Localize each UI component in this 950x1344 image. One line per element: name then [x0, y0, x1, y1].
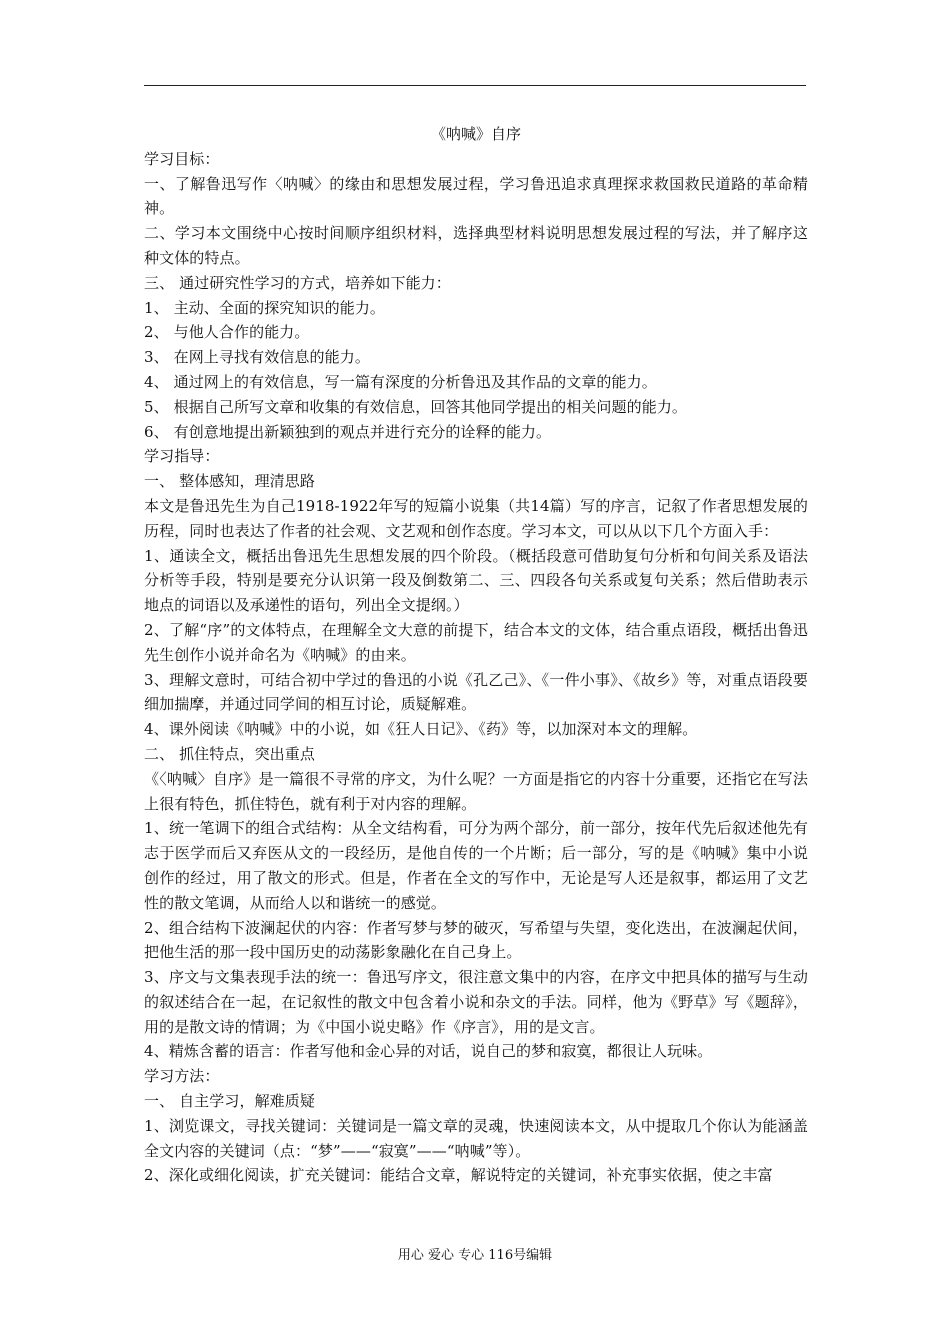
paragraph: 1、通读全文，概括出鲁迅先生思想发展的四个阶段。（概括段意可借助复句分析和句间关系及语法分析等手段，特别是要充分认识第一段及倒数第二、三、四段各句关系或复句关系；然后借助表示地点的词语以及承递性的语句，列出全文提纲。） — [144, 546, 808, 615]
document-title: 《呐喊》自序 — [430, 125, 521, 143]
paragraph: 2、 与他人合作的能力。 — [144, 323, 310, 342]
paragraph: 一、了解鲁迅写作〈呐喊〉的缘由和思想发展过程，学习鲁迅追求真理探求救国救民道路的革命精神。 — [144, 174, 808, 218]
document-body — [144, 122, 808, 1188]
paragraph: 4、课外阅读《呐喊》中的小说，如《狂人日记》、《药》等，以加深对本文的理解。 — [144, 720, 698, 739]
paragraph: 本文是鲁迅先生为自己1918-1922年写的短篇小说集（共14篇）写的序言，记叙了作者思想发展的历程，同时也表达了作者的社会观、文艺观和创作态度。学习本文，可以从以下几个方面入手： — [144, 496, 808, 540]
paragraph: 二、 抓住特点，突出重点 — [144, 744, 315, 763]
paragraph: 一、 整体感知，理清思路 — [144, 472, 315, 491]
paragraph: 3、 在网上寻找有效信息的能力。 — [144, 348, 370, 367]
paragraph: 二、学习本文围绕中心按时间顺序组织材料，选择典型材料说明思想发展过程的写法，并了解序这种文体的特点。 — [144, 224, 808, 267]
header-rule — [144, 85, 806, 86]
paragraph: 《〈呐喊〉自序》是一篇很不寻常的序文，为什么呢？一方面是指它的内容十分重要，还指它在写法上很有特色，抓住特色，就有利于对内容的理解。 — [144, 769, 808, 813]
paragraph: 2、深化或细化阅读，扩充关键词：能结合文章，解说特定的关键词，补充事实依据，使之丰富 — [144, 1166, 773, 1185]
paragraph: 学习目标： — [144, 149, 220, 168]
paragraph: 5、 根据自己所写文章和收集的有效信息，回答其他同学提出的相关问题的能力。 — [144, 397, 688, 416]
paragraph: 3、理解文意时，可结合初中学过的鲁迅的小说《孔乙己》、《一件小事》、《故乡》等，对重点语段要细加揣摩，并通过同学间的相互讨论，质疑解难。 — [144, 670, 808, 714]
paragraph: 4、 通过网上的有效信息，写一篇有深度的分析鲁迅及其作品的文章的能力。 — [144, 372, 657, 391]
paragraph: 6、 有创意地提出新颖独到的观点并进行充分的诠释的能力。 — [144, 422, 552, 441]
paragraph: 2、了解“序”的文体特点，在理解全文大意的前提下，结合本文的文体，结合重点语段，概括出鲁迅先生创作小说并命名为《呐喊》的由来。 — [144, 620, 808, 664]
paragraph: 3、序文与文集表现手法的统一：鲁迅写序文，很注意文集中的内容，在序文中把具体的描写与生动的叙述结合在一起，在记叙性的散文中包含着小说和杂文的手法。同样，他为《野草》写《题辞》，用的是散文诗的情调；为《中国小说史略》作《序言》，用的是文言。 — [144, 968, 808, 1036]
paragraph: 学习指导： — [144, 447, 220, 466]
paragraph: 三、 通过研究性学习的方式，培养如下能力： — [144, 273, 451, 292]
paragraph: 一、 自主学习，解难质疑 — [144, 1092, 315, 1111]
paragraph: 学习方法： — [144, 1067, 220, 1086]
page-footer: 用心 爱心 专心 116号编辑 — [397, 1248, 553, 1263]
paragraph: 1、 主动、全面的探究知识的能力。 — [144, 298, 386, 317]
paragraph: 4、精炼含蓄的语言：作者写他和金心异的对话，说自己的梦和寂寞，都很让人玩味。 — [144, 1042, 713, 1061]
paragraph: 1、浏览课文，寻找关键词：关键词是一篇文章的灵魂，快速阅读本文，从中提取几个你认为能涵盖全文内容的关键词（点：“梦”——“寂寞”——“呐喊”等）。 — [144, 1116, 808, 1160]
paragraph: 1、统一笔调下的组合式结构：从全文结构看，可分为两个部分，前一部分，按年代先后叙述他先有志于医学而后又弃医从文的一段经历，是他自传的一个片断；后一部分，写的是《呐喊》集中小说创作的经过，用了散文的形式。但是，作者在全文的写作中，无论是写人还是叙事，都运用了文艺性的散文笔调，从而给人以和谐统一的感觉。 — [144, 819, 808, 912]
paragraph: 2、组合结构下波澜起伏的内容：作者写梦与梦的破灭，写希望与失望，变化迭出，在波澜起伏间，把他生活的那一段中国历史的动荡影象融化在自己身上。 — [144, 918, 808, 962]
